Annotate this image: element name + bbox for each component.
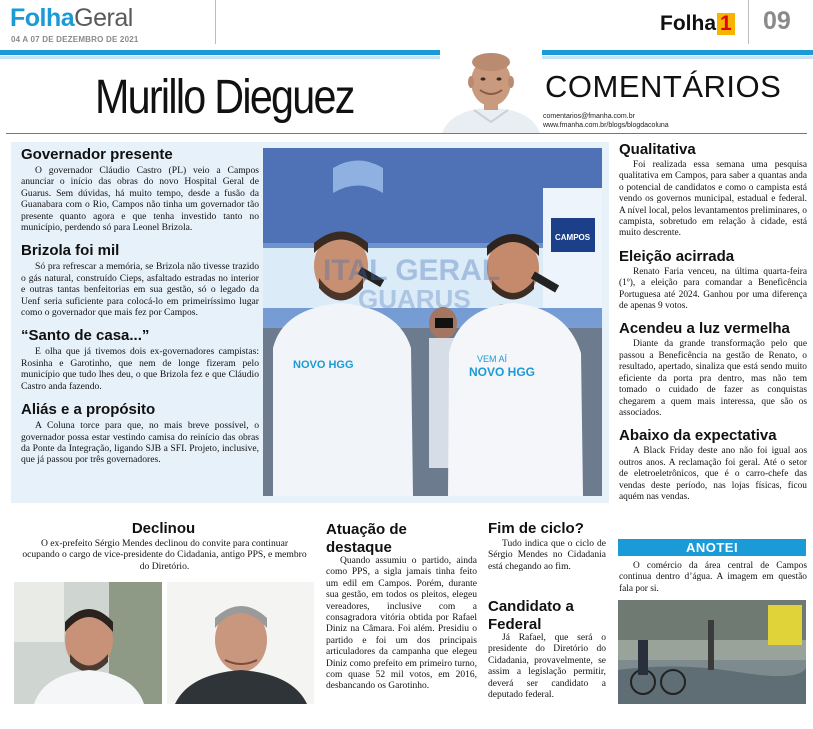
story-title: Aliás e a propósito [21, 401, 156, 419]
story-text: A Black Friday deste ano não foi igual aos outros anos. A reclamação foi geral. Até o setor de eletroeletrônicos, que é o carro-chefe das vendas deste período, nas lojas físicas, ficou aquém nas vendas. [619, 446, 807, 502]
columnist-name: Murillo Dieguez [95, 71, 354, 124]
story-title: Acendeu a luz vermelha [619, 320, 790, 338]
anotei-text: O comércio da área central de Campos continua dentro d’água. A imagem em questão fala por si. [619, 561, 807, 594]
photo-sergio [167, 582, 314, 704]
main-photo [263, 148, 602, 496]
shirt-text-2: NOVO HGG [469, 365, 536, 379]
story-text: A Coluna torce para que, no mais breve possível, o governador possa estar vestindo camisa do reinício das obras da Ponte da Integração, ligando SJB a SFI. Projeto, inclusive, que já passou por três governadores. [21, 420, 259, 466]
masthead-rule [0, 50, 813, 55]
story-text: Só pra refrescar a memória, se Brizola não tivesse trazido o gás natural, construído Cieps, asfaltado estradas no interior e outras tantas benfeitorias em sua gestão, só o legado da Uenf seria suficiente para colocá-lo em primeiríssimo lugar como o governador que mais fez por Campos. [21, 261, 259, 319]
story-title: “Santo de casa...” [21, 327, 150, 345]
story-title: Governador presente [21, 146, 173, 163]
columnist-portrait [440, 48, 542, 134]
story-text: O governador Cláudio Castro (PL) veio a Campos anunciar o início das obras do novo Hospital Geral de Guarus. Sem dúvidas, há muito tempo, desde a fusão da Guanabara com o Rio, Campos não tinha um governador tão presente quanto agora e que tenha investido tanto no município, perdendo só para Leonel Brizola. [21, 165, 259, 234]
story-alias [21, 402, 259, 466]
section-logo [10, 6, 133, 31]
story-title: Eleição acirrada [619, 247, 735, 265]
main-photo-illustration [263, 148, 602, 496]
left-column [21, 147, 259, 466]
story-santo [21, 328, 259, 392]
anotei-label: ANOTEI [618, 539, 806, 556]
masthead-rule-light [0, 56, 813, 59]
folha1-logo: Folha 1 [660, 13, 735, 35]
masthead-divider-right [748, 0, 749, 44]
story-text: Foi realizada essa semana uma pesquisa qualitativa em Campos, para saber a quantas anda o potencial de candidatos e como o campista está vendo os governos municipal, estadual e federal. A nível local, pelos levantamentos preliminares, o campista, sobretudo em relação à cidade, está muito descrente. [619, 160, 807, 239]
story-text: E olha que já tivemos dois ex-governadores campistas: Rosinha e Garotinho, que nem de longe fizeram pelo município que tudo lhes deu, o que Brizola fez e que Cláudio Castro anda fazendo. [21, 346, 259, 392]
page-number: 09 [763, 7, 791, 35]
photo-rafael [14, 582, 162, 704]
candidato-title: Candidato a Federal [488, 598, 574, 633]
section-title: COMENTÁRIOS [545, 69, 782, 104]
columnist-email: comentarios@fmanha.com.br [543, 113, 635, 120]
story-eleicao [619, 249, 807, 313]
candidato-text: Já Rafael, que será o presidente do Diretório do Cidadania, provavelmente, se assim a legislação permitir, deverá ser candidato a deputado federal. [488, 633, 606, 701]
masthead [0, 0, 813, 48]
brand-bold: Folha [10, 4, 75, 32]
declinou-text: O ex-prefeito Sérgio Mendes declinou do convite para continuar ocupando o cargo de vice-presidente do Cidadania, antigo PPS, e membro do Diretório. [22, 538, 307, 572]
atuacao-title: Atuação de destaque [326, 521, 407, 556]
declinou-title: Declinou [131, 520, 196, 537]
banner-text-2: GUARUS [358, 284, 471, 314]
story-title: Brizola foi mil [21, 242, 120, 260]
story-title: Qualitativa [619, 141, 696, 158]
shirt-text-1: VEM AÍ [477, 354, 508, 364]
badge-text: CAMPOS [555, 233, 591, 242]
story-text: Diante da grande transformação pelo que passou a Beneficência na gestão de Renato, o resultado, apertado, sinaliza que está sendo muito eficiente da porta pra dentro, mas não tem tomado o cuidado de fazer as conquistas chegarem a quem mais interessa, que são os associados. [619, 339, 807, 418]
columnist-blog: www.fmanha.com.br/blogs/blogdacoluna [543, 122, 669, 129]
story-brizola [21, 243, 259, 318]
edition-date: 04 A 07 DE DEZEMBRO DE 2021 [11, 35, 139, 44]
story-luz [619, 321, 807, 419]
masthead-divider [215, 0, 216, 44]
story-expectativa [619, 428, 807, 503]
story-text: Renato Faria venceu, na última quarta-feira (1º), a eleição para comandar a Beneficência Portuguesa até 2024. Ganhou por uma diferença de apenas 9 votos. [619, 266, 807, 312]
atuacao-text: Quando assumiu o partido, ainda como PPS, a sigla jamais tinha feito um edil em Campos. Porém, durante sua gestão, em todos os pleitos, elegeu vereadores, inclusive com a consagradora vitória obtida por Rafael Diniz na Câmara. Foi além. Presidiu o partido e foi um dos principais articuladores da campanha que elegeu Diniz como prefeito em primeiro turno, com quase 52 mil votos, em 2016, desbancando os Garotinho. [326, 556, 477, 692]
story-title: Abaixo da expectativa [619, 427, 777, 445]
right-column [619, 142, 807, 503]
anotei-photo [618, 600, 806, 704]
banner-text: ITAL GERAL [323, 254, 501, 287]
fim-title: Fim de ciclo? [488, 520, 584, 537]
columnist-rule [6, 133, 807, 134]
brand-light: Geral [74, 4, 133, 32]
story-governador [21, 147, 259, 233]
shirt-text-left: NOVO HGG [293, 359, 354, 371]
story-qualitativa [619, 142, 807, 240]
fim-text: Tudo indica que o ciclo de Sérgio Mendes no Cidadania está chegando ao fim. [488, 539, 606, 572]
